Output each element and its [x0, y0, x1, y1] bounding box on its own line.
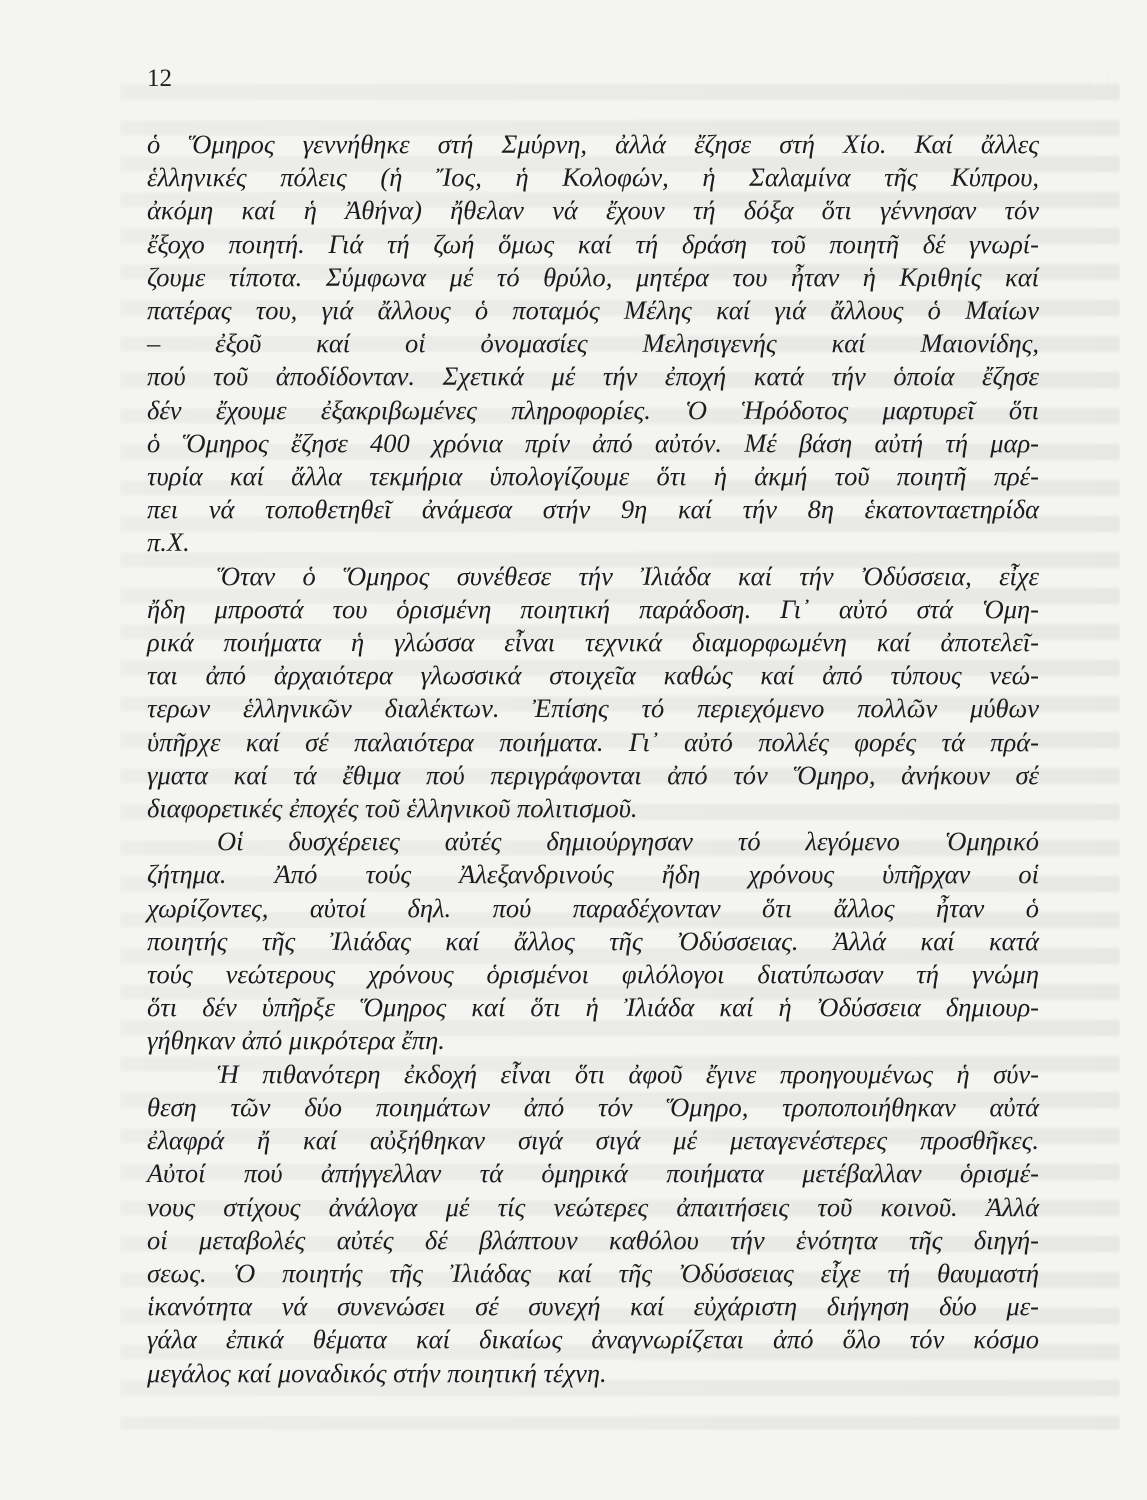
text-line: ζήτημα. Ἀπό τούς Ἀλεξανδρινούς ἤδη χρόνους ὑπῆρχαν οἱ — [147, 859, 1039, 890]
text-line: Οἱ δυσχέρειες αὐτές δημιούργησαν τό λεγόμενο Ὁμηρικό — [217, 826, 1039, 857]
text-line: ὑπῆρχε καί σέ παλαιότερα ποιήματα. Γι᾿ αὐτό πολλές φορές τά πρά- — [147, 726, 1039, 757]
text-line: ὁ Ὅμηρος γεννήθηκε στή Σμύρνη, ἀλλά ἔζησε στή Χίο. Καί ἄλλες — [147, 129, 1039, 159]
text-line: τυρία καί ἄλλα τεκμήρια ὑπολογίζουμε ὅτι ἡ ἀκμή τοῦ ποιητῆ πρέ- — [147, 461, 1039, 492]
body-text — [147, 128, 1039, 1390]
text-line: – ἐξοῦ καί οἱ ὀνομασίες Μελησιγενής καί Μαιονίδης, — [147, 328, 1039, 359]
text-line: ὅτι δέν ὑπῆρξε Ὅμηρος καί ὅτι ἡ Ἰλιάδα καί ἡ Ὀδύσσεια δημιουρ- — [147, 992, 1039, 1023]
text-line: ἔξοχο ποιητή. Γιά τή ζωή ὅμως καί τή δράση τοῦ ποιητῆ δέ γνωρί- — [147, 228, 1039, 259]
text-line: χωρίζοντες, αὐτοί δηλ. πού παραδέχονταν ὅτι ἄλλος ἦταν ὁ — [147, 892, 1039, 923]
text-line: τούς νεώτερους χρόνους ὁρισμένοι φιλόλογοι διατύπωσαν τή γνώμη — [147, 959, 1039, 990]
text-line: ἑλληνικές πόλεις (ἡ Ἴος, ἡ Κολοφών, ἡ Σαλαμίνα τῆς Κύπρου, — [147, 162, 1039, 193]
text-line: π.Χ. — [147, 527, 190, 558]
text-line: ποιητής τῆς Ἰλιάδας καί ἄλλος τῆς Ὀδύσσειας. Ἀλλά καί κατά — [147, 925, 1039, 956]
text-line: πει νά τοποθετηθεῖ ἀνάμεσα στήν 9η καί τήν 8η ἑκατονταετηρίδα — [147, 494, 1039, 525]
text-line: οἱ μεταβολές αὐτές δέ βλάπτουν καθόλου τήν ἑνότητα τῆς διηγή- — [147, 1224, 1039, 1255]
text-line: ὁ Ὅμηρος ἔζησε 400 χρόνια πρίν ἀπό αὐτόν. Μέ βάση αὐτή τή μαρ- — [147, 427, 1039, 458]
text-line: δέν ἔχουμε ἐξακριβωμένες πληροφορίες. Ὁ Ἡρόδοτος μαρτυρεῖ ὅτι — [147, 394, 1039, 425]
text-line: μεγάλος καί μοναδικός στήν ποιητική τέχνη. — [147, 1357, 607, 1388]
text-line: θεση τῶν δύο ποιημάτων ἀπό τόν Ὅμηρο, τροποποιήθηκαν αὐτά — [147, 1091, 1039, 1122]
text-line: ἤδη μπροστά του ὁρισμένη ποιητική παράδοση. Γι᾿ αὐτό στά Ὁμη- — [147, 593, 1039, 624]
page-number: 12 — [147, 65, 172, 92]
text-line: γματα καί τά ἔθιμα πού περιγράφονται ἀπό τόν Ὅμηρο, ἀνήκουν σέ — [147, 759, 1039, 790]
text-line: ἐλαφρά ἤ καί αὐξήθηκαν σιγά σιγά μέ μεταγενέστερες προσθῆκες. — [147, 1125, 1039, 1156]
text-line: πού τοῦ ἀποδίδονταν. Σχετικά μέ τήν ἐποχή κατά τήν ὁποία ἔζησε — [147, 361, 1039, 392]
text-line: ἀκόμη καί ἡ Ἀθήνα) ἤθελαν νά ἔχουν τή δόξα ὅτι γέννησαν τόν — [147, 195, 1039, 226]
text-line: νους στίχους ἀνάλογα μέ τίς νεώτερες ἀπαιτήσεις τοῦ κοινοῦ. Ἀλλά — [147, 1191, 1039, 1222]
text-line: Ἡ πιθανότερη ἐκδοχή εἶναι ὅτι ἀφοῦ ἔγινε προηγουμένως ἡ σύν- — [217, 1058, 1039, 1089]
text-line: ται ἀπό ἀρχαιότερα γλωσσικά στοιχεῖα καθώς καί ἀπό τύπους νεώ- — [147, 660, 1039, 691]
paragraph — [147, 560, 1039, 826]
text-line: ρικά ποιήματα ἡ γλώσσα εἶναι τεχνικά διαμορφωμένη καί ἀποτελεῖ- — [147, 627, 1039, 658]
paragraph — [147, 1058, 1039, 1390]
text-line: τερων ἑλληνικῶν διαλέκτων. Ἐπίσης τό περιεχόμενο πολλῶν μύθων — [147, 693, 1039, 724]
paragraph — [147, 128, 1039, 560]
text-line: διαφορετικές ἐποχές τοῦ ἑλληνικοῦ πολιτισμοῦ. — [147, 793, 638, 824]
text-line: ζουμε τίποτα. Σύμφωνα μέ τό θρύλο, μητέρα του ἦταν ἡ Κριθηίς καί — [147, 261, 1039, 292]
text-line: πατέρας του, γιά ἄλλους ὁ ποταμός Μέλης καί γιά ἄλλους ὁ Μαίων — [147, 295, 1039, 326]
text-line: γάλα ἐπικά θέματα καί δικαίως ἀναγνωρίζεται ἀπό ὅλο τόν κόσμο — [147, 1324, 1039, 1355]
text-line: σεως. Ὁ ποιητής τῆς Ἰλιάδας καί τῆς Ὀδύσσειας εἶχε τή θαυμαστή — [147, 1257, 1039, 1288]
paragraph — [147, 825, 1039, 1057]
text-line: Ὅταν ὁ Ὅμηρος συνέθεσε τήν Ἰλιάδα καί τήν Ὀδύσσεια, εἶχε — [217, 560, 1039, 591]
text-line: γήθηκαν ἀπό μικρότερα ἔπη. — [147, 1025, 445, 1056]
text-line: Αὐτοί πού ἀπήγγελλαν τά ὁμηρικά ποιήματα μετέβαλλαν ὁρισμέ- — [147, 1158, 1039, 1189]
text-line: ἱκανότητα νά συνενώσει σέ συνεχή καί εὐχάριστη διήγηση δύο με- — [147, 1291, 1039, 1322]
